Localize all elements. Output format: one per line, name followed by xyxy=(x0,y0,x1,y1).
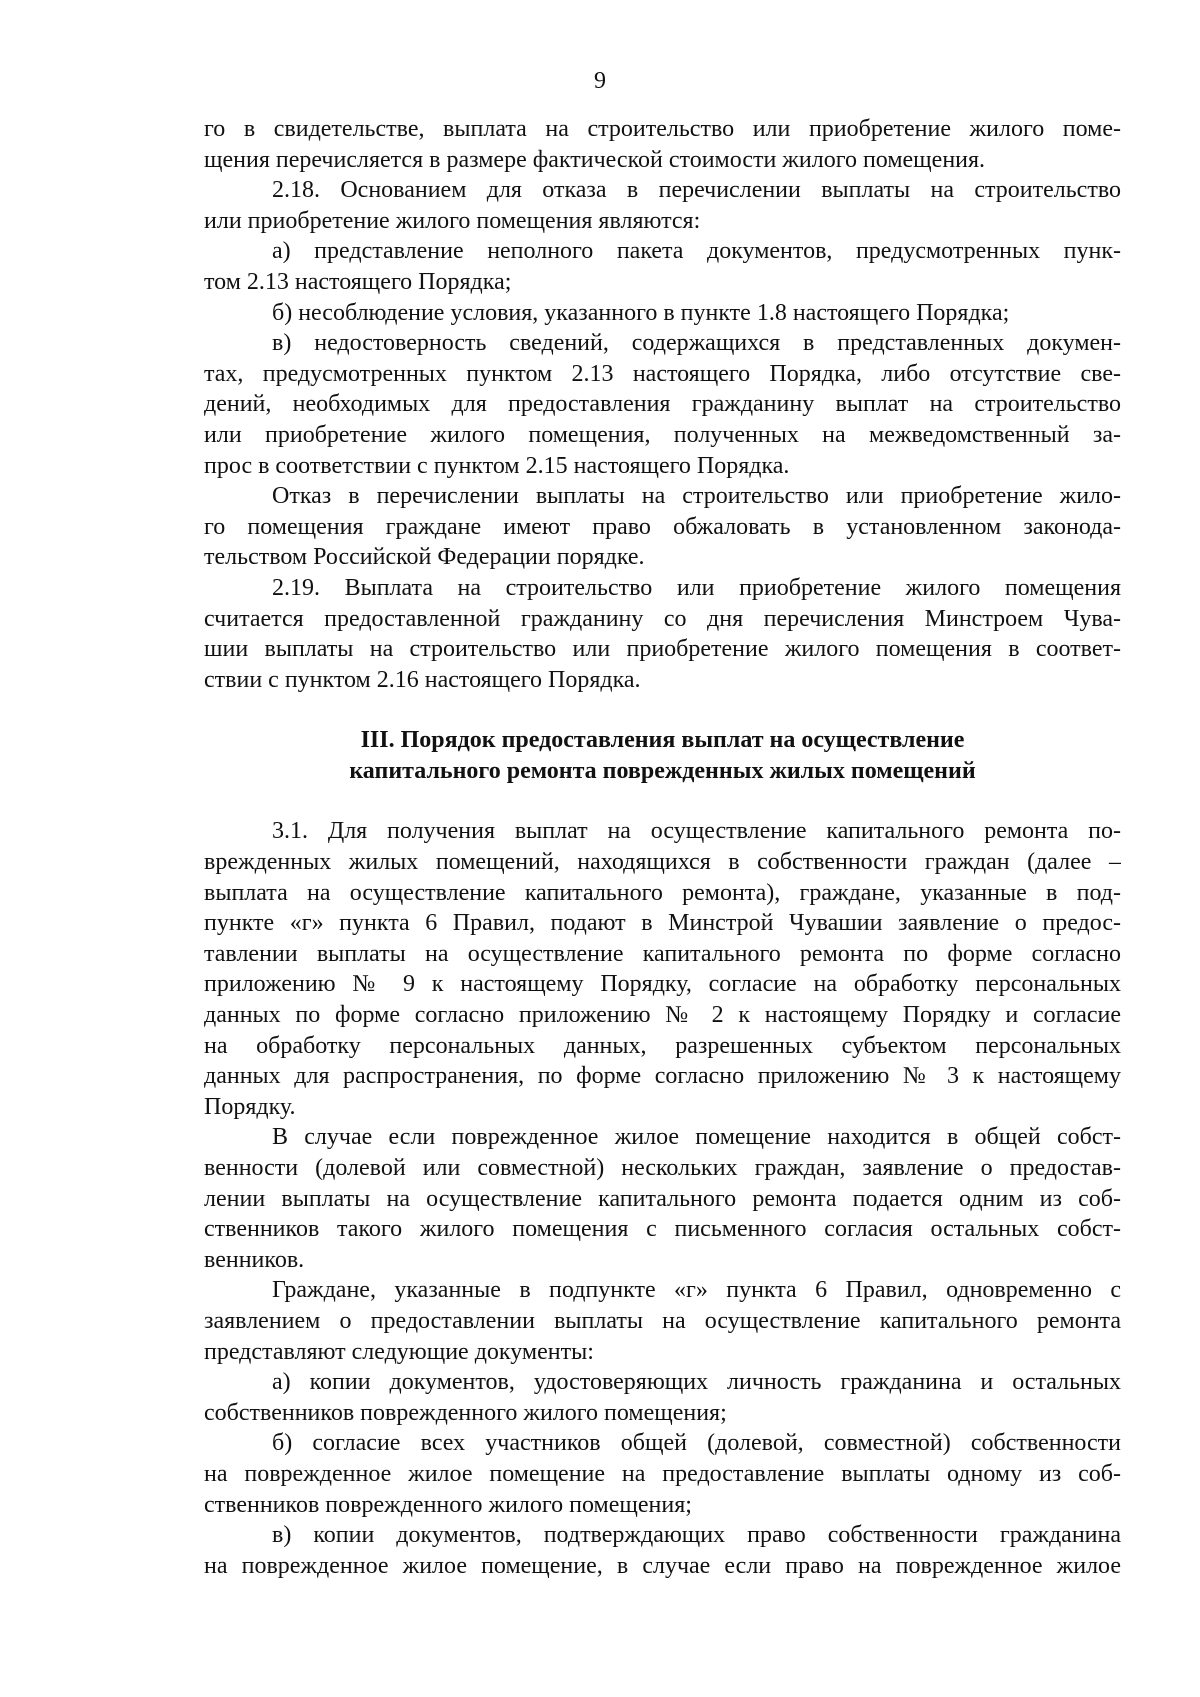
text-line: венности (долевой или совместной) нескольких граждан, заявление о предостав- xyxy=(204,1155,1121,1181)
text-line: на поврежденное жилое помещение, в случае если право на поврежденное жилое xyxy=(204,1552,1121,1579)
paragraph xyxy=(204,298,1121,329)
text-line: Граждане, указанные в подпункте «г» пункта 6 Правил, одновременно с xyxy=(272,1277,1121,1304)
text-line: го в свидетельстве, выплата на строительство или приобретение жилого поме- xyxy=(204,116,1121,142)
text-line: врежденных жилых помещений, находящихся в собственности граждан (далее – xyxy=(204,849,1121,876)
paragraph xyxy=(204,1367,1121,1428)
paragraph xyxy=(204,175,1121,236)
paragraph xyxy=(204,1275,1121,1367)
paragraphs-before-heading xyxy=(204,114,1121,695)
text-line: 2.18. Основанием для отказа в перечислении выплаты на строительство xyxy=(272,177,1121,204)
paragraph xyxy=(204,1520,1121,1581)
text-line: представляют следующие документы: xyxy=(204,1338,594,1365)
text-line: а) копии документов, удостоверяющих личность гражданина и остальных xyxy=(272,1369,1121,1396)
paragraph xyxy=(204,481,1121,573)
text-line: щения перечисляется в размере фактической стоимости жилого помещения. xyxy=(204,146,986,173)
text-line: ствии с пунктом 2.16 настоящего Порядка. xyxy=(204,666,641,693)
section-heading-line: капитального ремонта поврежденных жилых помещений xyxy=(349,757,976,784)
text-line: б) несоблюдение условия, указанного в пункте 1.8 настоящего Порядка; xyxy=(272,299,1010,326)
text-line: Отказ в перечислении выплаты на строительство или приобретение жило- xyxy=(272,483,1121,510)
text-line: заявлением о предоставлении выплаты на осуществление капитального ремонта xyxy=(204,1307,1121,1334)
paragraphs-after-heading xyxy=(204,816,1121,1581)
text-line: б) согласие всех участников общей (долевой, совместной) собственности xyxy=(272,1430,1121,1457)
paragraph xyxy=(204,573,1121,695)
paragraph xyxy=(204,1428,1121,1520)
page-number: 9 xyxy=(594,68,606,94)
text-line: данных для распространения, по форме согласно приложению № 3 к настоящему xyxy=(204,1063,1121,1090)
paragraph xyxy=(204,1122,1121,1275)
paragraph xyxy=(204,328,1121,481)
text-line: венников. xyxy=(204,1246,305,1273)
paragraph xyxy=(204,816,1121,1122)
text-line: пункте «г» пункта 6 Правил, подают в Минстрой Чувашии заявление о предос- xyxy=(204,910,1121,937)
text-line: ственников такого жилого помещения с письменного согласия остальных собст- xyxy=(204,1216,1121,1243)
text-line: В случае если поврежденное жилое помещение находится в общей собст- xyxy=(272,1124,1121,1151)
text-line: тельством Российской Федерации порядке. xyxy=(204,544,645,571)
text-line: на обработку персональных данных, разрешенных субъектом персональных xyxy=(204,1032,1121,1059)
text-line: Порядку. xyxy=(204,1093,296,1120)
text-line: тавлении выплаты на осуществление капитального ремонта по форме согласно xyxy=(204,940,1121,967)
text-line: считается предоставленной гражданину со дня перечисления Минстроем Чува- xyxy=(204,605,1121,632)
text-line: шии выплаты на строительство или приобретение жилого помещения в соответ- xyxy=(204,636,1121,663)
text-line: 2.19. Выплата на строительство или приобретение жилого помещения xyxy=(272,574,1121,601)
text-line: ственников поврежденного жилого помещения; xyxy=(204,1491,692,1518)
paragraph xyxy=(204,236,1121,297)
text-line: го помещения граждане имеют право обжаловать в установленном законода- xyxy=(204,513,1121,540)
text-line: на поврежденное жилое помещение на предоставление выплаты одному из соб- xyxy=(204,1460,1121,1487)
text-line: прос в соответствии с пунктом 2.15 настоящего Порядка. xyxy=(204,452,790,479)
section-heading xyxy=(204,725,1121,786)
text-line: или приобретение жилого помещения являются: xyxy=(204,207,701,234)
text-line: 3.1. Для получения выплат на осуществление капитального ремонта по- xyxy=(272,818,1121,845)
text-line: а) представление неполного пакета документов, предусмотренных пунк- xyxy=(272,238,1121,265)
text-line: в) копии документов, подтверждающих право собственности гражданина xyxy=(272,1522,1121,1549)
text-line: том 2.13 настоящего Порядка; xyxy=(204,268,512,295)
text-line: в) недостоверность сведений, содержащихся в представленных докумен- xyxy=(272,330,1121,357)
page-body xyxy=(204,114,1121,1581)
text-line: данных по форме согласно приложению № 2 к настоящему Порядку и согласие xyxy=(204,1002,1121,1029)
text-line: приложению № 9 к настоящему Порядку, согласие на обработку персональных xyxy=(204,971,1121,998)
paragraph xyxy=(204,114,1121,175)
text-line: лении выплаты на осуществление капитального ремонта подается одним из соб- xyxy=(204,1185,1121,1212)
text-line: выплата на осуществление капитального ремонта), граждане, указанные в под- xyxy=(204,879,1121,906)
text-line: дений, необходимых для предоставления гражданину выплат на строительство xyxy=(204,391,1121,418)
section-heading-line: III. Порядок предоставления выплат на осуществление xyxy=(360,727,965,754)
text-line: или приобретение жилого помещения, полученных на межведомственный за- xyxy=(204,421,1121,448)
text-line: тах, предусмотренных пунктом 2.13 настоящего Порядка, либо отсутствие све- xyxy=(204,360,1121,387)
text-line: собственников поврежденного жилого помещения; xyxy=(204,1399,727,1426)
